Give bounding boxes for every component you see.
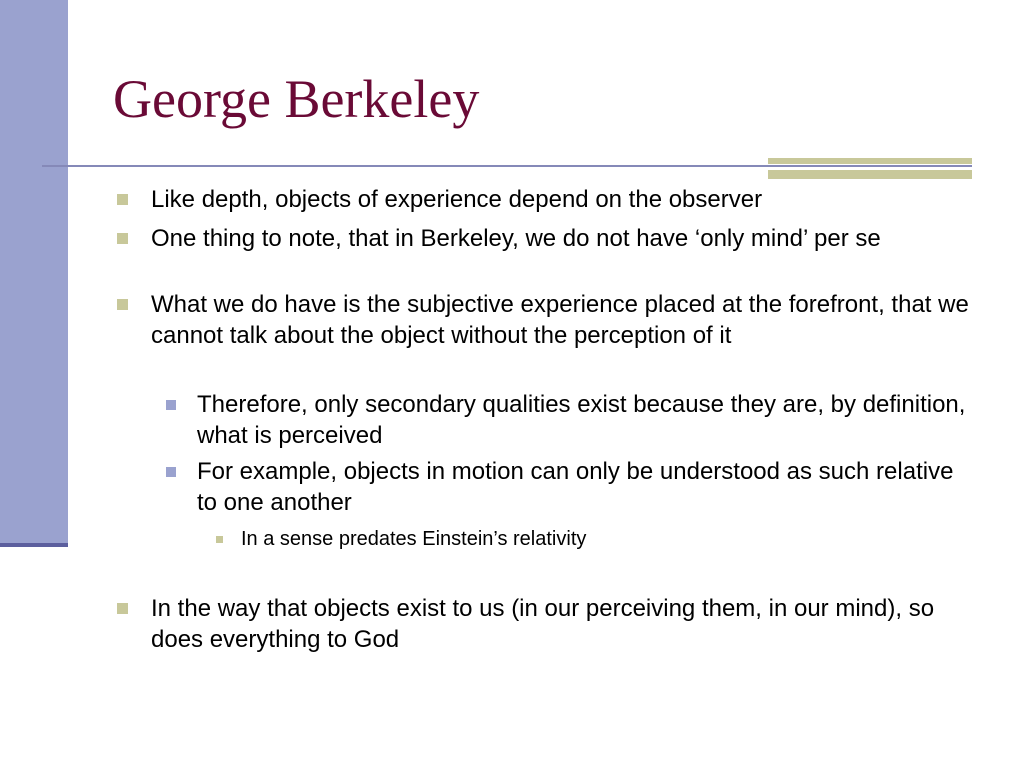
bullet-square-icon	[117, 603, 128, 614]
bullet-square-icon	[117, 233, 128, 244]
sub-sub-bullet-square-icon	[216, 536, 223, 543]
bullet-square-icon	[117, 194, 128, 205]
bullet-item: In the way that objects exist to us (in our perceiving them, in our mind), so does everything to God	[151, 595, 935, 653]
bullet-square-icon	[117, 299, 128, 310]
bullet-item: What we do have is the subjective experience placed at the forefront, that we cannot talk about the object without the perception of it	[151, 291, 969, 349]
slide-title: George Berkeley	[113, 69, 480, 129]
bullet-item: One thing to note, that in Berkeley, we do not have ‘only mind’ per se	[151, 225, 881, 252]
sub-bullet-square-icon	[166, 400, 176, 410]
sub-sub-bullet-item: In a sense predates Einstein’s relativity	[241, 528, 587, 550]
sub-bullet-item: For example, objects in motion can only be understood as such relative to one another	[197, 458, 954, 516]
bullet-item: Like depth, objects of experience depend on the observer	[151, 186, 763, 213]
sub-bullet-square-icon	[166, 467, 176, 477]
sub-bullet-item: Therefore, only secondary qualities exist because they are, by definition, what is perceived	[197, 391, 966, 449]
